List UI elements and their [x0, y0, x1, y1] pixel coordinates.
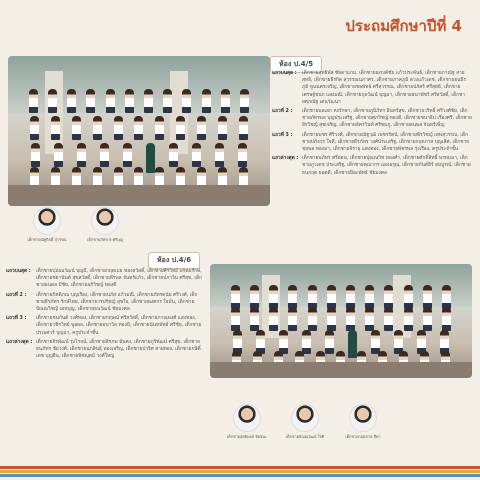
name-row: แถวที่ 3 : เด็กชายชนกันต์ วงศ์ทอง, เด็กชายกฤษณ์ ศรีสวัสดิ์, เด็กชายภาณุพงศ์ แสงทอง, เด็กชายวชิรวิทย์ พูลผล, เด็กชายอนาวิล ทองมี, เด็กชายนันทพัทธ์ ศรีชัย, เด็กชายปรเมศวร์ บุญมา, ครูประจำชั้น	[6, 316, 202, 336]
stripe	[0, 466, 480, 469]
student-avatar: เด็กชายปัณณวัฒน์ ใจดี	[280, 404, 330, 440]
class-label-4-6: ห้อง ป.4/6	[148, 252, 200, 269]
avatar	[233, 404, 261, 432]
class-label-4-5: ห้อง ป.4/5	[270, 56, 322, 73]
name-row: แถวที่ 2 : เด็กชายกิตติภณ บุญเรือง, เด็กชายนภัส แก้วมณี, เด็กชายภัทรดนัย ศรีวงศ์, เด็กชายธีรภัทร รักษ์ไทย, เด็กชายวรปรัชญ์ สุขใจ, เด็กชายพงศกร ใจมั่น, เด็กชายปัณณวิชญ์ เดชบุญ, เด็กชายธนวัฒน์ ชัยมงคล	[6, 292, 198, 313]
name-row: แถวบนสุด : เด็กชายปุณณวัฒน์ บุญมี, เด็กชายกฤตเมธ ทองสวัสดิ์, เด็กชายศิรวิทย์ พรหมรักษ์, เด็กชายชยานันต์ สุขสวัสดิ์, เด็กชายพีรพล จันทร์แก้ว, เด็กชายปภาวิน ศรีสุข, เด็กชายธนดล มีชัย, เด็กชายอภิวิชญ์ ทองดี	[6, 269, 203, 289]
footer-stripes	[0, 466, 480, 480]
names-list-4-5	[272, 70, 472, 177]
names-list-4-6	[6, 268, 204, 360]
name-row: แถวบนสุด : เด็กชายสุทธิพัส ชัยดาแกม, เด็กชายณรงค์ชัย เเก้วประพันธ์, เด็กชายภาณัฐ สายสุทธิ, เด็กชายธีรกิต สุวรรณนภาศร, เด็กชายภาคภูมิ ดวงแก้วเดช, เด็กชายธนธีรภูมิ พูนนครเจริญ, เด็กชายชยพัทธ์ ศรีสุวรรณ, เด็กชายปภัสร์ ศรีสุทธิ, เด็กชายเศรษฐ์ชนก แสงมณี, เด็กชายกุลวัฒน์ บุญมา, เด็กชายธนาพัชร์ ศรีสวัสดิ์, เด็กชายศุภณัฐ เด่นวัฒนา	[272, 71, 466, 105]
avatar	[91, 207, 119, 235]
page-title: ประถมศึกษาปีที่ 4	[345, 17, 462, 35]
student-avatar: เด็กชายภัทรกร ศรีบุญ	[80, 207, 130, 243]
name-row: แถวล่างสุด : เด็กชายนภัทร ศรีอ่อน, เด็กชายปุณณวิช ทองคำ, เด็กชายศักดิ์สิทธิ์ พรหมมา, เด็กชายภูวเดช ประเสริฐ, เด็กชายคุณากร แสงอรุณ, เด็กชายกันต์ธีร์ สมบูรณ์, เด็กชายธนกฤต ยอดดี, เด็กชายปิยะพัทธ์ ชัยมงคล	[272, 156, 471, 176]
stripe	[0, 470, 480, 473]
class-photo-4-5	[8, 56, 270, 206]
student-avatar: เด็กชายณัฐกิตติ์ สุวรรณ	[22, 207, 72, 243]
name-row: แถวล่างสุด : เด็กชายจิรพัฒน์ รุ่งโรจน์, เด็กชายสิรภพ มั่นคง, เด็กชายภูริพัฒน์ ศรีสุข, เด็กชายธนภัทร ชัยวงศ์, เด็กชายนภสินธุ์ ทองเจริญ, เด็กชายปวริศ สายทอง, เด็กชายกษิดิ์เดช บุญยืน, เด็กชายพิชญุตม์ วงศ์ใหญ่	[6, 339, 201, 360]
avatar	[33, 207, 61, 235]
student-avatar: เด็กชายสุทธิพงษ์ ชัยชนะ	[222, 404, 272, 440]
avatar	[291, 404, 319, 432]
avatar	[349, 404, 377, 432]
student-avatar: เด็กชายกฤตภาส สีดา	[338, 404, 388, 440]
class-photo-4-6	[210, 264, 472, 378]
name-row: แถวที่ 3 : เด็กชายพชร ศิริวงศ์, เด็กชายณัฐวุฒิ เพชรรัตน์, เด็กชายพีรวิชญ์ เทพสุวรรณ, เด็กชายปภังกร ใจดี, เด็กชายธีรภัทร วงศ์ประเสริฐ, เด็กชายกฤตภาส บุญเลิศ, เด็กชายชยพล ทองมา, เด็กชายจิรายุ แสงทอง, เด็กชายพัชรพล รุ่งเรือง, ครูประจำชั้น	[272, 132, 469, 153]
stripe	[0, 474, 480, 477]
name-row: แถวที่ 2 : เด็กชายพลเอก คงรักษา, เด็กชายภูมิภัทร อินทร์สุข, เด็กชายวริทธิ์ ศรีวงศ์ชัย, เด็กชายภัทรพล บุญประเสริฐ, เด็กชายศุภวิชญ์ ทองดี, เด็กชายชนาธิป เรืองศรี, เด็กชายสิรวิชญ์ สุขเจริญ, เด็กชายอัครวินท์ ศรีชมภู, เด็กชายธนพล จันทร์เพ็ญ	[272, 109, 472, 129]
